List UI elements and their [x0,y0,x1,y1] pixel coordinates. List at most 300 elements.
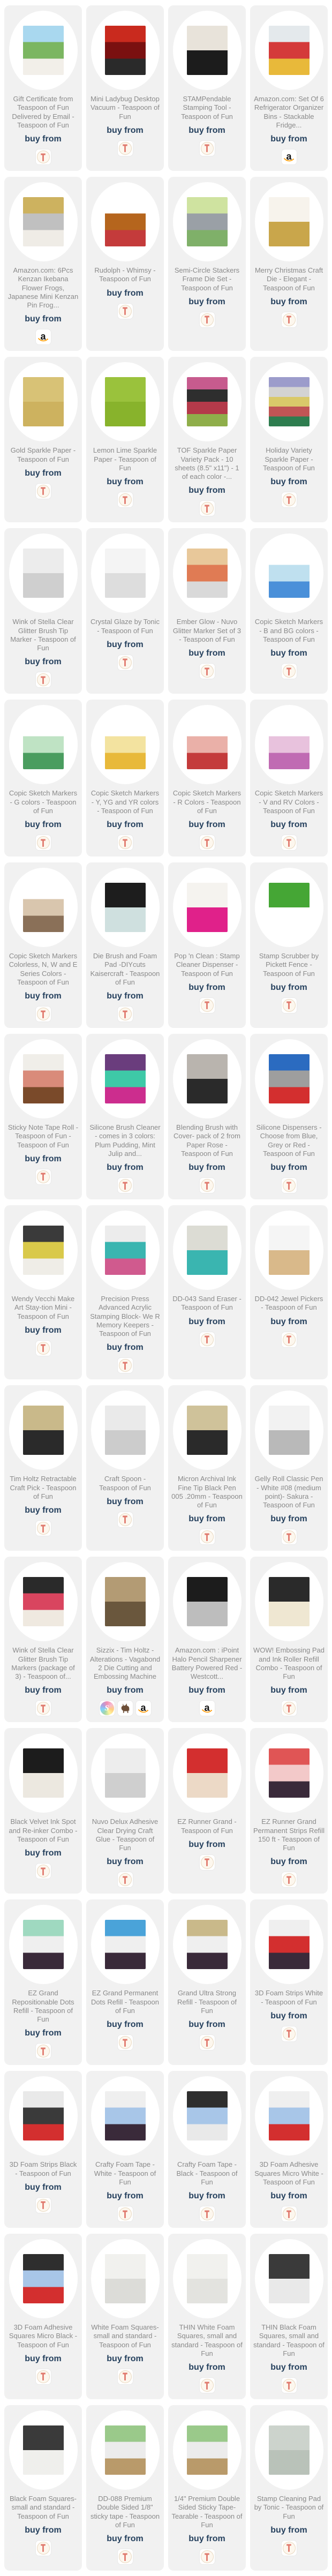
buy-from-link[interactable]: buy from [188,1839,225,1849]
product-title-link[interactable]: Gold Sparkle Paper - Teaspoon of Fun [10,446,76,463]
product-title-link[interactable]: Mini Ladybug Desktop Vacuum - Teaspoon of Fun [90,95,160,121]
buy-from-link[interactable]: buy from [270,1857,307,1867]
teaspoon-of-fun-icon[interactable] [36,1007,51,1022]
product-image [269,197,310,246]
buy-from-link[interactable]: buy from [188,125,225,135]
product-image-link[interactable] [173,1733,242,1813]
teaspoon-of-fun-icon[interactable] [118,655,133,670]
scrapbook-com-icon[interactable] [100,1701,115,1716]
product-image-link[interactable] [91,1391,160,1470]
product-image-link[interactable] [9,1039,78,1118]
buy-from-link[interactable]: buy from [107,1686,144,1695]
buy-from-link[interactable]: buy from [25,992,62,1001]
product-title-link[interactable]: DD-043 Sand Eraser - Teaspoon of Fun [172,1295,242,1312]
product-image-link[interactable] [91,182,160,261]
buy-from-link[interactable]: buy from [107,820,144,829]
teaspoon-of-fun-icon[interactable] [118,1178,133,1193]
teaspoon-of-fun-icon[interactable] [118,835,133,850]
teaspoon-of-fun-icon[interactable] [118,2369,133,2384]
product-title-link[interactable]: Ember Glow - Nuvo Glitter Marker Set of 3 - Teaspoon of Fun [172,618,242,643]
amazon-icon[interactable] [36,329,51,344]
teaspoon-of-fun-icon[interactable] [36,835,51,850]
product-image [187,377,228,426]
product-card [250,177,328,351]
store-icons [36,1007,51,1022]
teaspoon-of-fun-icon[interactable] [36,2198,51,2213]
teaspoon-of-fun-icon[interactable] [200,501,215,516]
product-title-link[interactable]: Pop 'n Clean : Stamp Cleaner Dispenser - Teaspoon of Fun [174,952,240,978]
product-image-link[interactable] [91,1905,160,1984]
teaspoon-of-fun-icon[interactable] [118,141,133,156]
teaspoon-of-fun-icon[interactable] [36,149,51,164]
buy-from-link[interactable]: buy from [188,1514,225,1524]
product-image-link[interactable] [91,868,160,947]
product-image-link[interactable] [255,11,323,90]
product-title-link[interactable]: WOW! Embossing Pad and Ink Roller Refill Combo - Teaspoon of Fun [253,1646,325,1680]
product-image-link[interactable] [9,2410,78,2490]
buy-from-link[interactable]: buy from [107,1163,144,1172]
product-image-link[interactable] [255,1391,323,1470]
teaspoon-of-fun-icon[interactable] [200,998,215,1013]
product-image-link[interactable] [173,868,242,947]
product-title-link[interactable]: Wink of Stella Clear Glitter Brush Tip Markers (package of 3) - Teaspoon of... [11,1646,75,1680]
product-title-link[interactable]: THIN White Foam Squares, small and standard - Teaspoon of Fun [171,2323,243,2357]
product-image-link[interactable] [255,2410,323,2490]
product-image-link[interactable] [255,2076,323,2156]
teaspoon-of-fun-icon[interactable] [118,1512,133,1527]
product-card [4,2234,82,2399]
product-image-link[interactable] [255,1211,323,1290]
product-image-link[interactable] [173,1039,242,1118]
product-title-link[interactable]: Gelly Roll Classic Pen - White #08 (medium point)- Sakura - Teaspoon of Fun [254,1475,323,1509]
product-title-link[interactable]: Crafty Foam Tape - White - Teaspoon of Fun [94,2160,156,2186]
product-image-link[interactable] [91,1039,160,1118]
product-title-link[interactable]: Lemon Lime Sparkle Paper - Teaspoon of Fun [93,446,157,472]
product-image-link[interactable] [255,182,323,261]
buy-from-link[interactable]: buy from [25,1325,62,1335]
buy-from-link[interactable]: buy from [25,2182,62,2192]
buy-from-link[interactable]: buy from [25,1154,62,1163]
buy-from-link[interactable]: buy from [270,1317,307,1326]
product-title-link[interactable]: Gift Certificate from Teaspoon of Fun Delivered by Email - Teaspoon of Fun [12,95,74,129]
product-image-link[interactable] [9,362,78,441]
product-image-link[interactable] [9,1211,78,1290]
store-icons [118,141,133,156]
product-image [105,1054,146,1103]
teaspoon-logo-circle [201,2379,214,2392]
product-title-link[interactable]: TOF Sparkle Paper Variety Pack - 10 sheets (8.5" x11") - 1 of each color -... [175,446,239,480]
buy-from-link[interactable]: buy from [25,134,62,144]
product-image-link[interactable] [91,11,160,90]
product-title-link[interactable]: White Foam Squares- small and standard - Teaspoon of Fun [91,2323,159,2349]
product-title-link[interactable]: Copic Sketch Markers - R Colors - Teaspoon of Fun [172,789,242,815]
product-image [23,1406,64,1455]
product-title-link[interactable]: EZ Grand Repositionable Dots Refill - Teaspoon of Fun [12,1989,74,2023]
teaspoon-logo-circle [201,1179,214,1192]
product-image-link[interactable] [91,705,160,784]
product-image-link[interactable] [9,534,78,613]
teaspoon-of-fun-icon[interactable] [200,1332,215,1347]
teaspoon-of-fun-icon[interactable] [282,1872,297,1887]
teaspoon-of-fun-icon[interactable] [36,2369,51,2384]
teaspoon-logo-circle [119,2036,132,2049]
product-title-link[interactable]: Stamp Scrubber by Pickett Fence - Teaspoon of Fun [259,952,319,978]
store-icons [282,664,297,679]
product-title-link[interactable]: Merry Christmas Craft Die - Elegant - Teaspoon of Fun [254,266,323,292]
buy-from-link[interactable]: buy from [107,992,144,1001]
product-title-link[interactable]: EZ Runner Grand Permanent Strips Refill 150 ft - Teaspoon of Fun [253,1818,325,1852]
buy-from-link[interactable]: buy from [25,1849,62,1858]
product-image-link[interactable] [91,534,160,613]
buy-from-link[interactable]: buy from [270,297,307,306]
teaspoon-of-fun-icon[interactable] [36,1864,51,1879]
product-title-link[interactable]: 3D Foam Adhesive Squares Micro Black - Teaspoon of Fun [9,2323,78,2349]
teaspoon-of-fun-icon[interactable] [282,492,297,507]
product-card [168,862,246,1028]
product-title-link[interactable]: Copic Sketch Markers - G colors - Teaspoon of Fun [9,789,78,815]
buy-from-link[interactable]: buy from [270,649,307,658]
product-image-link[interactable] [173,362,242,441]
product-title-link[interactable]: Craft Spoon - Teaspoon of Fun [99,1475,151,1492]
buy-from-link[interactable]: buy from [25,468,62,478]
product-image [187,2425,228,2475]
product-title-link[interactable]: Wendy Vecchi Make Art Stay-tion Mini - Teaspoon of Fun [11,1295,75,1320]
teaspoon-logo-circle [201,999,214,1012]
buy-from-link[interactable]: buy from [188,2191,225,2201]
product-card [4,2405,82,2571]
product-title-link[interactable]: STAMPendable Stamping Tool - Teaspoon of Fun [181,95,233,121]
product-image-link[interactable] [91,2239,160,2318]
teaspoon-of-fun-icon[interactable] [36,1521,51,1536]
product-title-link[interactable]: Nuvo Delux Adhesive Clear Drying Craft Glue - Teaspoon of Fun [92,1818,159,1852]
buy-from-link[interactable]: buy from [25,2354,62,2363]
buy-from-link[interactable]: buy from [25,1686,62,1695]
product-image-link[interactable] [255,362,323,441]
product-title-link[interactable]: Black Foam Squares- small and standard - Teaspoon of Fun [10,2495,77,2520]
product-image-link[interactable] [173,182,242,261]
product-image-link[interactable] [9,868,78,947]
teaspoon-of-fun-icon[interactable] [118,492,133,507]
store-icons [282,1701,297,1716]
teaspoon-of-fun-icon[interactable] [282,835,297,850]
product-image-link[interactable] [9,2239,78,2318]
teaspoon-of-fun-icon[interactable] [200,2549,215,2564]
product-title-link[interactable]: 3D Foam Adhesive Squares Micro White - Teaspoon of Fun [254,2160,323,2186]
teaspoon-of-fun-icon[interactable] [282,2541,297,2556]
product-title-link[interactable]: Amazon.com: Set Of 6 Refrigerator Organizer Bins - Stackable Fridge... [254,95,324,129]
product-title-link[interactable]: Copic Sketch Markers - B and BG colors - Teaspoon of Fun [254,618,323,643]
product-title-link[interactable]: DD-042 Jewel Pickers - Teaspoon of Fun [254,1295,323,1312]
buy-from-link[interactable]: buy from [188,1317,225,1326]
teaspoon-of-fun-icon[interactable] [282,1529,297,1544]
buy-from-link[interactable]: buy from [107,2354,144,2363]
product-image-link[interactable] [91,2410,160,2490]
store-icons [200,2035,215,2050]
product-title-link[interactable]: Die Brush and Foam Pad -DIYcuts Kaisercraft - Teaspoon of Fun [90,952,160,986]
buy-from-link[interactable]: buy from [270,1686,307,1695]
product-image-link[interactable] [91,362,160,441]
product-card [86,862,164,1028]
product-image-link[interactable] [255,1039,323,1118]
teaspoon-of-fun-icon[interactable] [282,2026,297,2041]
product-title-link[interactable]: 1/4" Premium Double Sided Sticky Tape- Tearable - Teaspoon of Fun [171,2495,243,2529]
buy-from-link[interactable]: buy from [188,2363,225,2372]
product-title-link[interactable]: DD-088 Premium Double Sided 1/8" sticky tape - Teaspoon of Fun [90,2495,160,2529]
teaspoon-of-fun-icon[interactable] [200,2206,215,2221]
buy-from-link[interactable]: buy from [270,820,307,829]
product-title-link[interactable]: Sticky Note Tape Roll - Teaspoon of Fun - Teaspoon of Fun [7,1123,79,1149]
teaspoon-of-fun-icon[interactable] [200,1855,215,1870]
product-title-link[interactable]: EZ Grand Permanent Dots Refill - Teaspoon of Fun [91,1989,159,2015]
product-image-link[interactable] [173,2239,242,2318]
product-card [168,1899,246,2065]
product-image [187,1226,228,1275]
amazon-icon[interactable] [136,1701,151,1716]
teaspoon-of-fun-icon[interactable] [200,1178,215,1193]
product-image-link[interactable] [255,2239,323,2318]
product-image-link[interactable] [173,2076,242,2156]
product-card [86,1728,164,1894]
buy-from-link[interactable]: buy from [107,125,144,135]
buy-from-link[interactable]: buy from [107,477,144,486]
store-icons [118,2035,133,2050]
product-image-link[interactable] [9,1391,78,1470]
product-title-link[interactable]: 3D Foam Strips Black - Teaspoon of Fun [9,2160,77,2177]
product-image-link[interactable] [173,11,242,90]
product-title-link[interactable]: Blending Brush with Cover- pack of 2 from Paper Rose - Teaspoon of Fun [173,1123,240,1158]
teaspoon-of-fun-icon[interactable] [200,1529,215,1544]
teaspoon-logo-circle [283,2542,296,2555]
teaspoon-of-fun-icon[interactable] [200,141,215,156]
product-image-link[interactable] [173,1905,242,1984]
teaspoon-logo-circle [37,2370,50,2383]
product-title-link[interactable]: Amazon.com: 6Pcs Kenzan Ikebana Flower Frogs, Japanese Mini Kenzan Pin Frog... [7,266,79,309]
product-image-link[interactable] [9,1733,78,1813]
teaspoon-of-fun-icon[interactable] [118,2035,133,2050]
product-card [250,1385,328,1551]
product-image [105,1748,146,1798]
buy-from-link[interactable]: buy from [270,477,307,486]
product-card [86,700,164,857]
teaspoon-of-fun-icon[interactable] [36,2541,51,2556]
store-icons [36,1169,51,1184]
product-image-link[interactable] [173,1211,242,1290]
product-image-link[interactable] [255,868,323,947]
store-icons [282,492,297,507]
product-title-link[interactable]: Crafty Foam Tape - Black - Teaspoon of Fun [176,2160,238,2186]
buy-from-link[interactable]: buy from [270,2525,307,2535]
teaspoon-logo-circle [283,2207,296,2220]
store-icons [118,1358,133,1373]
buy-from-link[interactable]: buy from [270,1163,307,1172]
teaspoon-of-fun-icon[interactable] [200,2378,215,2393]
teaspoon-of-fun-icon[interactable] [200,2035,215,2050]
product-title-link[interactable]: Semi-Circle Stackers Frame Die Set - Teaspoon of Fun [174,266,240,292]
product-image-link[interactable] [91,1562,160,1641]
product-card [4,528,82,694]
product-image-link[interactable] [255,705,323,784]
product-title-link[interactable]: Tim Holtz Retractable Craft Pick - Teaspoon of Fun [10,1475,77,1500]
buy-from-link[interactable]: buy from [107,2534,144,2543]
teaspoon-of-fun-icon[interactable] [36,1341,51,1356]
teaspoon-of-fun-icon[interactable] [282,1701,297,1716]
teaspoon-logo-circle [37,1522,50,1535]
store-icons [118,1872,133,1887]
teaspoon-of-fun-icon[interactable] [282,998,297,1013]
teaspoon-of-fun-icon[interactable] [36,1169,51,1184]
buy-from-link[interactable]: buy from [188,2020,225,2029]
buy-from-link[interactable]: buy from [107,288,144,298]
product-title-link[interactable]: Rudolph - Whimsy - Teaspoon of Fun [94,266,156,283]
product-title-link[interactable]: Wink of Stella Clear Glitter Brush Tip Marker - Teaspoon of Fun [10,618,76,652]
teaspoon-of-fun-icon[interactable] [36,2044,51,2059]
product-title-link[interactable]: Sizzix - Tim Holtz - Alterations - Vagabond 2 Die Cutting and Embossing Machine [89,1646,161,1680]
teaspoon-of-fun-icon[interactable] [118,1358,133,1373]
product-image-link[interactable] [9,11,78,90]
buy-from-link[interactable]: buy from [188,649,225,658]
product-title-link[interactable]: Copic Sketch Markers - Y, YG and YR colors - Teaspoon of Fun [90,789,160,815]
product-title-link[interactable]: Stamp Cleaning Pad by Tonic - Teaspoon of Fun [254,2495,324,2520]
buy-from-link[interactable]: buy from [270,2011,307,2021]
product-image-link[interactable] [255,534,323,613]
product-title-link[interactable]: Silicone Dispensers - Choose from Blue, Grey or Red - Teaspoon of Fun [256,1123,322,1158]
product-image-link[interactable] [91,2076,160,2156]
product-image-link[interactable] [255,1733,323,1813]
buy-from-link[interactable]: buy from [188,2534,225,2543]
product-card [86,357,164,522]
product-title-link[interactable]: Micron Archival Ink Fine Tip Black Pen 005 .20mm - Teaspoon of Fun [171,1475,243,1509]
store-icons [118,655,133,670]
teaspoon-of-fun-icon[interactable] [282,1178,297,1193]
product-image-link[interactable] [173,534,242,613]
product-image [269,1226,310,1275]
product-card [4,5,82,171]
product-title-link[interactable]: EZ Runner Grand - Teaspoon of Fun [177,1818,237,1835]
store-icons [200,1178,215,1193]
product-image-link[interactable] [91,1211,160,1290]
product-image-link[interactable] [9,1562,78,1641]
store-icons [282,1332,297,1347]
teaspoon-of-fun-icon[interactable] [36,1701,51,1716]
buy-from-link[interactable]: buy from [25,820,62,829]
store-icons [36,2369,51,2384]
buy-from-link[interactable]: buy from [25,2029,62,2038]
buy-from-link[interactable]: buy from [25,657,62,667]
product-image [269,1054,310,1103]
buy-from-link[interactable]: buy from [188,820,225,829]
product-image-link[interactable] [9,1905,78,1984]
teaspoon-of-fun-icon[interactable] [200,664,215,679]
teaspoon-logo-circle [201,2036,214,2049]
product-card [86,528,164,694]
amazon-icon[interactable] [200,1701,215,1716]
product-title-link[interactable]: Precision Press Advanced Acrylic Stamping Block- We R Memory Keepers - Teaspoon of Fun [90,1295,160,1338]
product-image-link[interactable] [173,1391,242,1470]
product-image-link[interactable] [173,705,242,784]
teaspoon-of-fun-icon[interactable] [118,2206,133,2221]
buy-from-link[interactable]: buy from [188,297,225,306]
buy-from-link[interactable]: buy from [107,1857,144,1867]
product-image-link[interactable] [9,182,78,261]
teaspoon-logo-circle [283,1333,296,1346]
teaspoon-of-fun-icon[interactable] [36,672,51,687]
teaspoon-of-fun-icon[interactable] [282,1332,297,1347]
product-title-link[interactable]: THIN Black Foam Squares, small and standard - Teaspoon of Fun [253,2323,325,2357]
product-title-link[interactable]: Copic Sketch Markers Colorless, N, W and E Series Colors - Teaspoon of Fun [9,952,78,986]
buy-from-link[interactable]: buy from [25,1506,62,1515]
product-title-link[interactable]: Silicone Brush Cleaner - comes in 3 colors: Plum Pudding, Mint Julip and... [89,1123,161,1158]
buy-from-link[interactable]: buy from [188,486,225,495]
teaspoon-logo-circle [37,836,50,849]
buy-from-link[interactable]: buy from [107,2020,144,2029]
product-image-link[interactable] [9,705,78,784]
teaspoon-of-fun-icon[interactable] [282,2206,297,2221]
buy-from-link[interactable]: buy from [188,1163,225,1172]
product-title-link[interactable]: Crystal Glaze by Tonic - Teaspoon of Fun [90,618,160,635]
buy-from-link[interactable]: buy from [270,2363,307,2372]
product-title-link[interactable]: Black Velvet Ink Spot and Re-inker Combo - Teaspoon of Fun [9,1818,78,1843]
store-icons [200,2549,215,2564]
teaspoon-of-fun-icon[interactable] [282,664,297,679]
product-image [269,2254,310,2303]
teaspoon-of-fun-icon[interactable] [118,1872,133,1887]
buy-from-link[interactable]: buy from [107,640,144,649]
buy-from-link[interactable]: buy from [188,1686,225,1695]
teaspoon-of-fun-icon[interactable] [200,312,215,327]
product-card [4,1385,82,1551]
teaspoon-of-fun-icon[interactable] [200,835,215,850]
product-title-link[interactable]: Amazon.com : iPoint Halo Pencil Sharpener Battery Powered Red - Westcott... [171,1646,243,1680]
product-image-link[interactable] [255,1562,323,1641]
product-image-link[interactable] [9,2076,78,2156]
amazon-icon[interactable] [282,149,297,164]
product-title-link[interactable]: Holiday Variety Sparkle Paper - Teaspoon of Fun [263,446,315,472]
buy-from-link[interactable]: buy from [270,134,307,144]
product-title-link[interactable]: Grand Ultra Strong Refill - Teaspoon of Fun [177,1989,237,2015]
buy-from-link[interactable]: buy from [270,2191,307,2201]
product-image [269,2425,310,2475]
buy-from-link[interactable]: buy from [270,1514,307,1524]
store-icons [118,304,133,319]
teaspoon-of-fun-icon[interactable] [282,312,297,327]
product-image-link[interactable] [255,1905,323,1984]
teaspoon-of-fun-icon[interactable] [282,2378,297,2393]
product-image-link[interactable] [173,1562,242,1641]
product-card [4,1557,82,1722]
product-image-link[interactable] [91,1733,160,1813]
sizzix-donkey-icon[interactable] [118,1701,133,1716]
buy-from-link[interactable]: buy from [107,1497,144,1506]
product-image-link[interactable] [173,2410,242,2490]
buy-from-link[interactable]: buy from [25,2525,62,2535]
store-icons [200,2206,215,2221]
buy-from-link[interactable]: buy from [107,1343,144,1353]
product-card [4,700,82,857]
teaspoon-of-fun-icon[interactable] [118,2549,133,2564]
amazon-a-glyph: a [286,151,292,162]
product-title-link[interactable]: Copic Sketch Markers - V and RV Colors - Teaspoon of Fun [254,789,323,815]
teaspoon-of-fun-icon[interactable] [118,1007,133,1022]
teaspoon-of-fun-icon[interactable] [36,484,51,499]
buy-from-link[interactable]: buy from [25,314,62,324]
store-icons [100,1701,151,1716]
teaspoon-of-fun-icon[interactable] [118,304,133,319]
buy-from-link[interactable]: buy from [188,982,225,992]
buy-from-link[interactable]: buy from [107,2191,144,2201]
store-icons [200,1332,215,1347]
buy-from-link[interactable]: buy from [270,982,307,992]
product-title-link[interactable]: 3D Foam Strips White - Teaspoon of Fun [254,1989,323,2006]
